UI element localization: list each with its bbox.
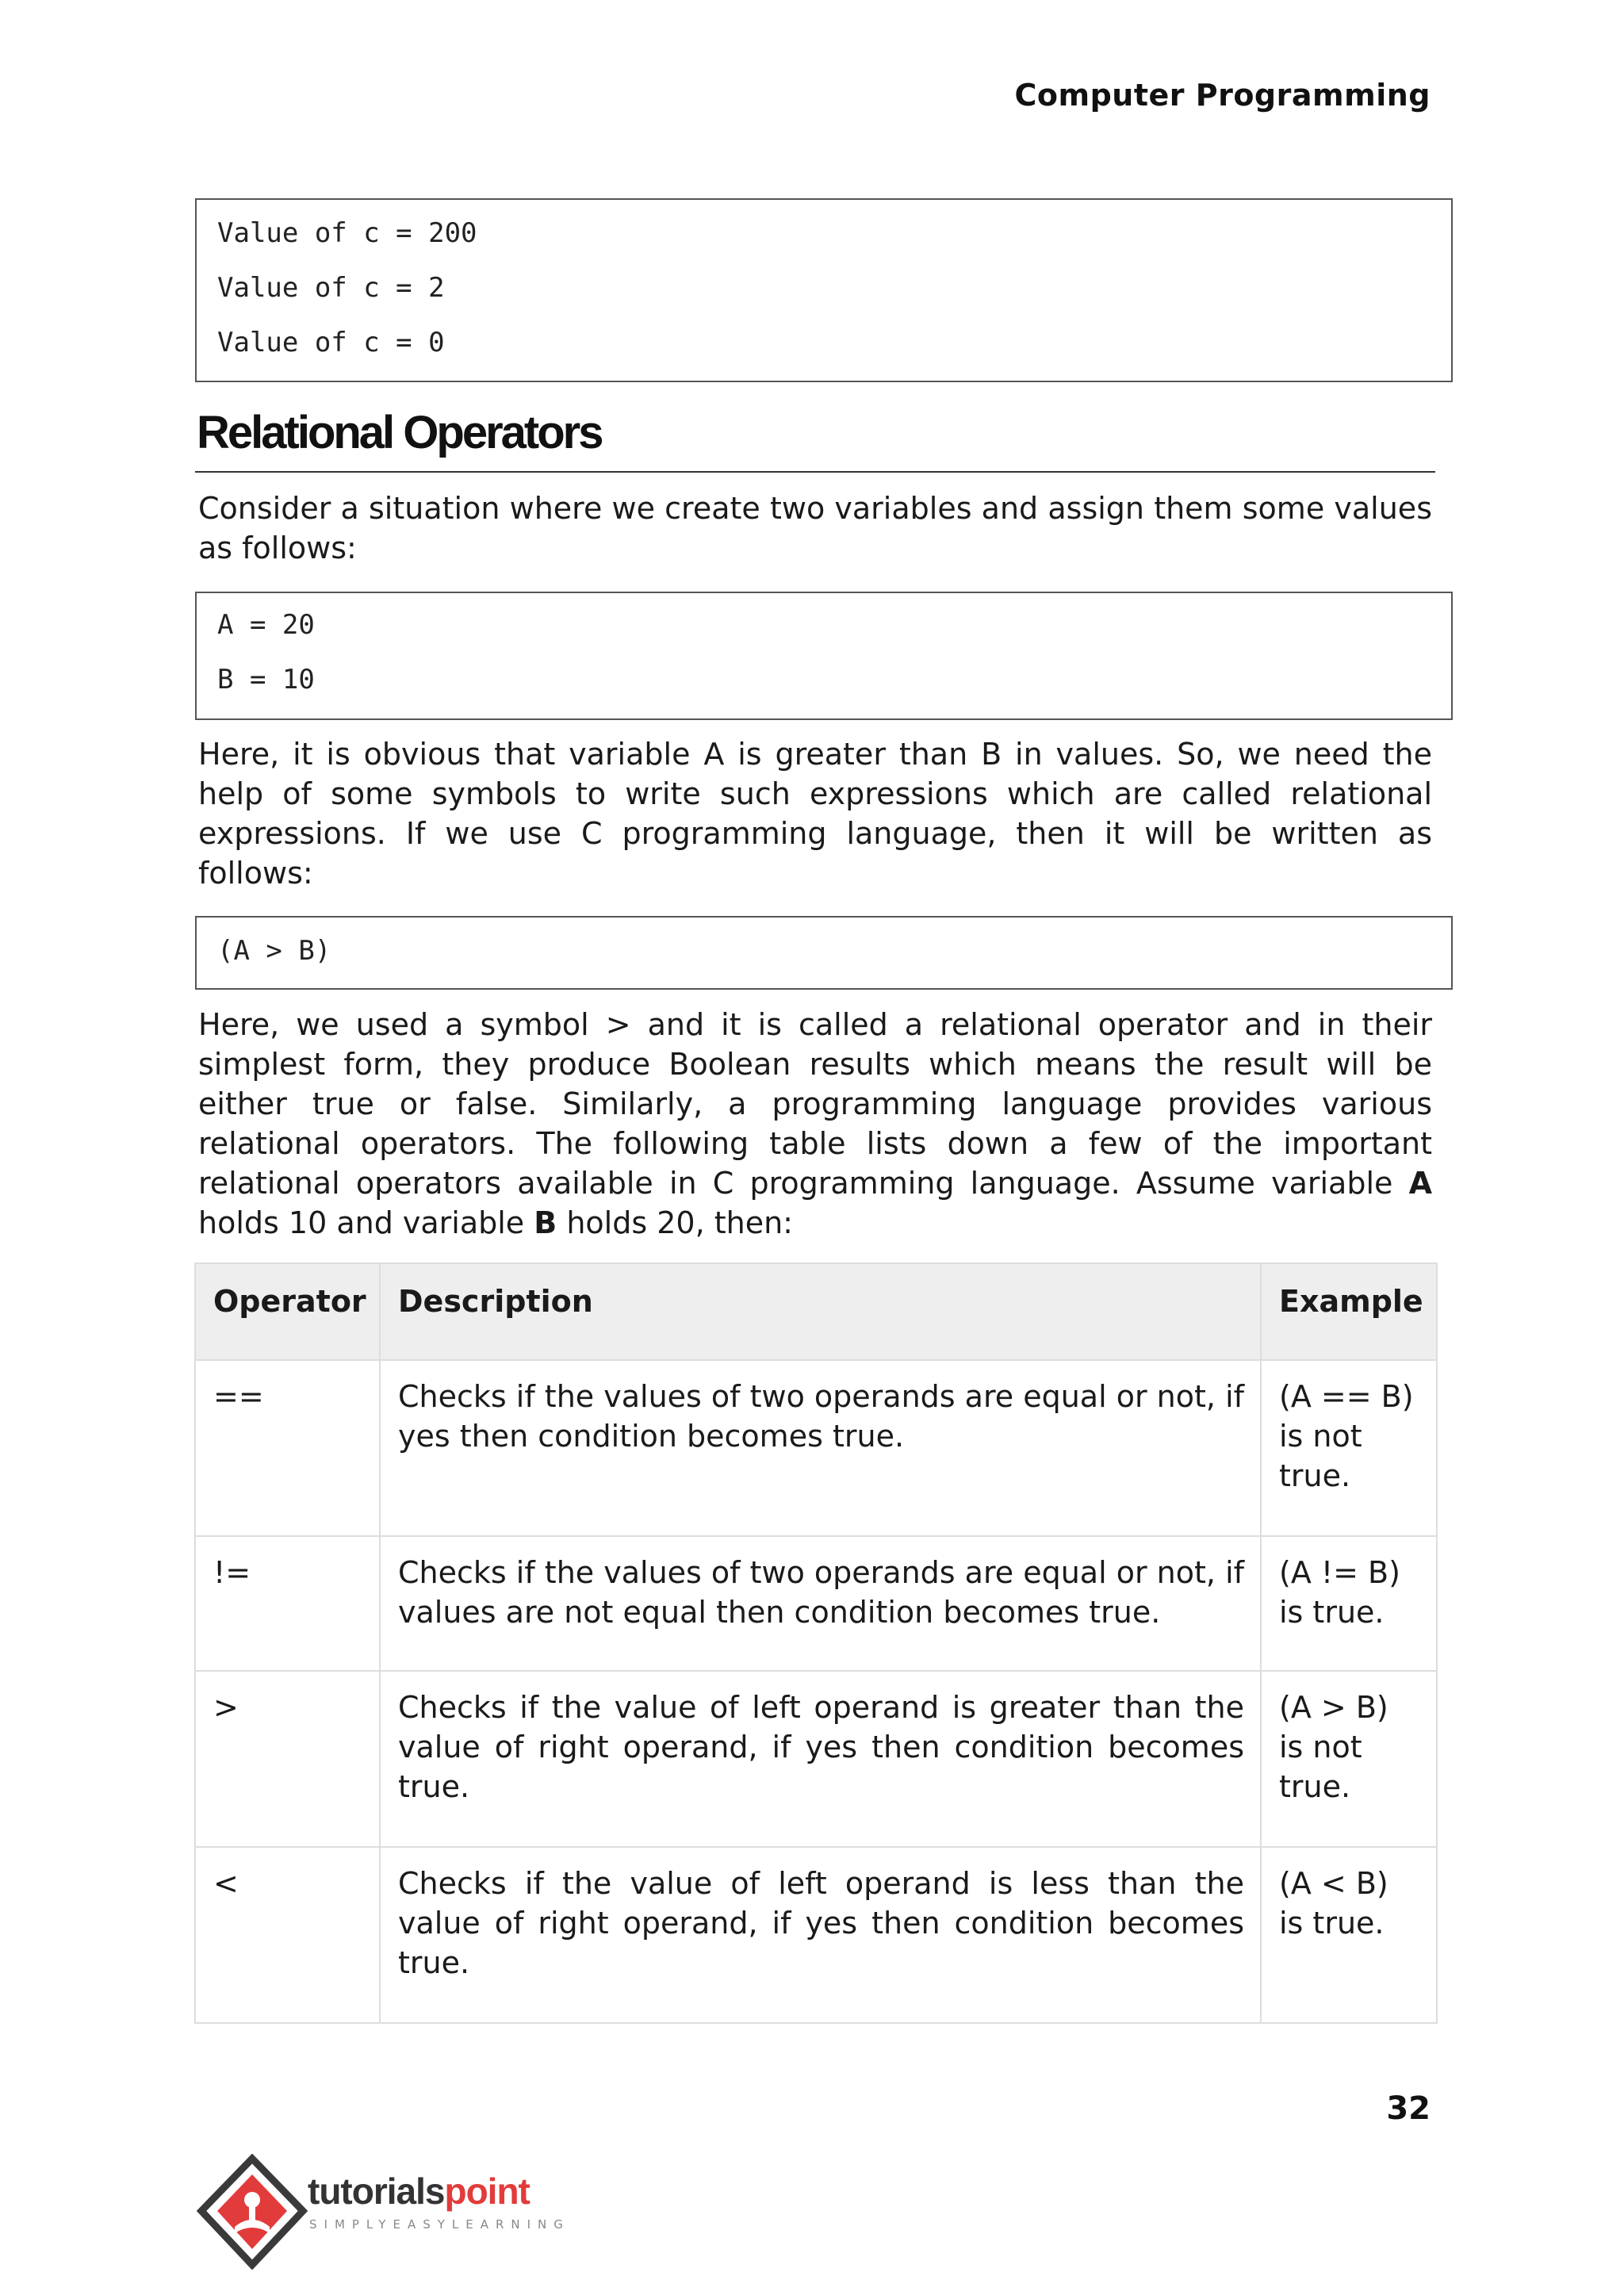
code-line: B = 10 — [217, 664, 315, 695]
example-cell: (A > B) is not true. — [1261, 1671, 1437, 1847]
variable-b: B — [534, 1205, 557, 1240]
description-cell: Checks if the values of two operands are equal or not, if values are not equal then condition becomes true. — [380, 1536, 1261, 1671]
example-cell: (A < B) is true. — [1261, 1847, 1437, 2023]
relational-operators-table — [194, 1262, 1438, 2024]
operator-cell: > — [195, 1671, 380, 1847]
title-divider — [195, 471, 1435, 473]
operator-cell: == — [195, 1360, 380, 1536]
table-row — [195, 1847, 1437, 2023]
description-cell: Checks if the value of left operand is less than the value of right operand, if yes then condition becomes true. — [380, 1847, 1261, 2023]
detail-paragraph — [198, 1005, 1432, 1243]
output-code-box — [195, 198, 1453, 382]
variable-a: A — [1408, 1166, 1432, 1201]
code-line: (A > B) — [217, 935, 331, 967]
detail-text: holds 20, then: — [557, 1205, 793, 1240]
description-cell: Checks if the value of left operand is greater than the value of right operand, if yes then condition becomes true. — [380, 1671, 1261, 1847]
detail-text: Here, we used a symbol > and it is called a relational operator and in their simplest form, they produce Boolean results which means the result will be either true or false. Similarly, a programming language provides various relational operators. The following table lists down a few of the important relational operators available in C programming language. Assume variable — [198, 1007, 1432, 1201]
logo-tagline: SIMPLYEASYLEARNING — [309, 2217, 570, 2232]
table-row — [195, 1360, 1437, 1536]
logo-wordmark-part: tutorials — [308, 2170, 445, 2212]
column-header-operator: Operator — [195, 1263, 380, 1360]
operator-cell: < — [195, 1847, 380, 2023]
logo-wordmark — [308, 2170, 530, 2213]
page-number: 32 — [1386, 2090, 1431, 2127]
logo-wordmark-part: point — [444, 2170, 530, 2212]
assignment-code-box — [195, 592, 1453, 720]
example-cell: (A == B) is not true. — [1261, 1360, 1437, 1536]
explanation-paragraph: Here, it is obvious that variable A is greater than B in values. So, we need the help of some symbols to write such expressions which are called relational expressions. If we use C programming language, then it will be written as follows: — [198, 737, 1432, 891]
table-row — [195, 1671, 1437, 1847]
operator-cell: != — [195, 1536, 380, 1671]
expression-code-box — [195, 916, 1453, 990]
code-line: Value of c = 200 — [217, 217, 477, 249]
table-header-row — [195, 1263, 1437, 1360]
tutorialspoint-logo — [197, 2154, 593, 2270]
code-line: Value of c = 0 — [217, 327, 445, 358]
code-line: Value of c = 2 — [217, 272, 445, 304]
detail-text: holds 10 and variable — [198, 1205, 534, 1240]
column-header-description: Description — [380, 1263, 1261, 1360]
logo-diamond-icon — [197, 2154, 308, 2270]
description-cell: Checks if the values of two operands are equal or not, if yes then condition becomes true. — [380, 1360, 1261, 1536]
column-header-example: Example — [1261, 1263, 1437, 1360]
table-row — [195, 1536, 1437, 1671]
running-header: Computer Programming — [1014, 78, 1431, 113]
intro-paragraph: Consider a situation where we create two variables and assign them some values as follows: — [198, 491, 1432, 565]
section-title: Relational Operators — [197, 407, 602, 458]
example-cell: (A != B) is true. — [1261, 1536, 1437, 1671]
code-line: A = 20 — [217, 609, 315, 641]
